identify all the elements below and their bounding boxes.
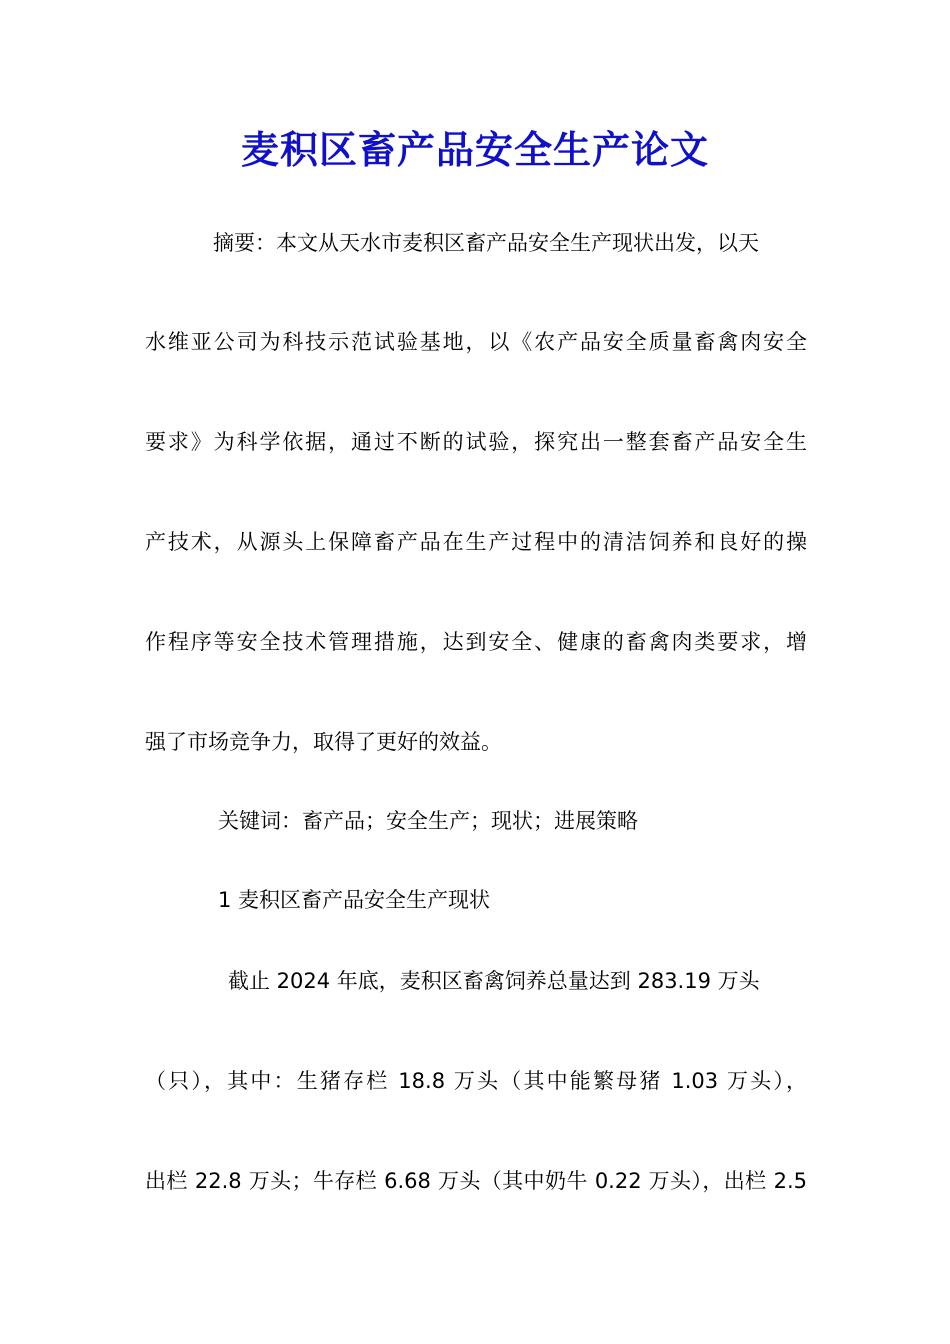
abstract-line-3: 要求》为科学依据，通过不断的试验，探究出一整套畜产品安全生 [145, 430, 807, 454]
abstract-line-2: 水维亚公司为科技示范试验基地，以《农产品安全质量畜禽肉安全 [145, 330, 807, 354]
document-title: 麦积区畜产品安全生产论文 [240, 127, 709, 172]
keywords-line: 关键词：畜产品；安全生产；现状；进展策略 [218, 809, 638, 833]
body-line-2: （只），其中：生猪存栏 18.8 万头（其中能繁母猪 1.03 万头）， [145, 1069, 807, 1093]
abstract-line-4: 产技术，从源头上保障畜产品在生产过程中的清洁饲养和良好的操 [145, 530, 807, 554]
abstract-line-6: 强了市场竞争力，取得了更好的效益。 [145, 730, 502, 754]
body-line-3: 出栏 22.8 万头；牛存栏 6.68 万头（其中奶牛 0.22 万头），出栏 2.5 [145, 1169, 807, 1193]
body-line-1: 截止 2024 年底，麦积区畜禽饲养总量达到 283.19 万头 [228, 969, 760, 993]
section-heading: 1 麦积区畜产品安全生产现状 [218, 888, 491, 912]
abstract-line-5: 作程序等安全技术管理措施，达到安全、健康的畜禽肉类要求，增 [145, 630, 807, 654]
abstract-line-1: 摘要：本文从天水市麦积区畜产品安全生产现状出发，以天 [213, 231, 759, 255]
